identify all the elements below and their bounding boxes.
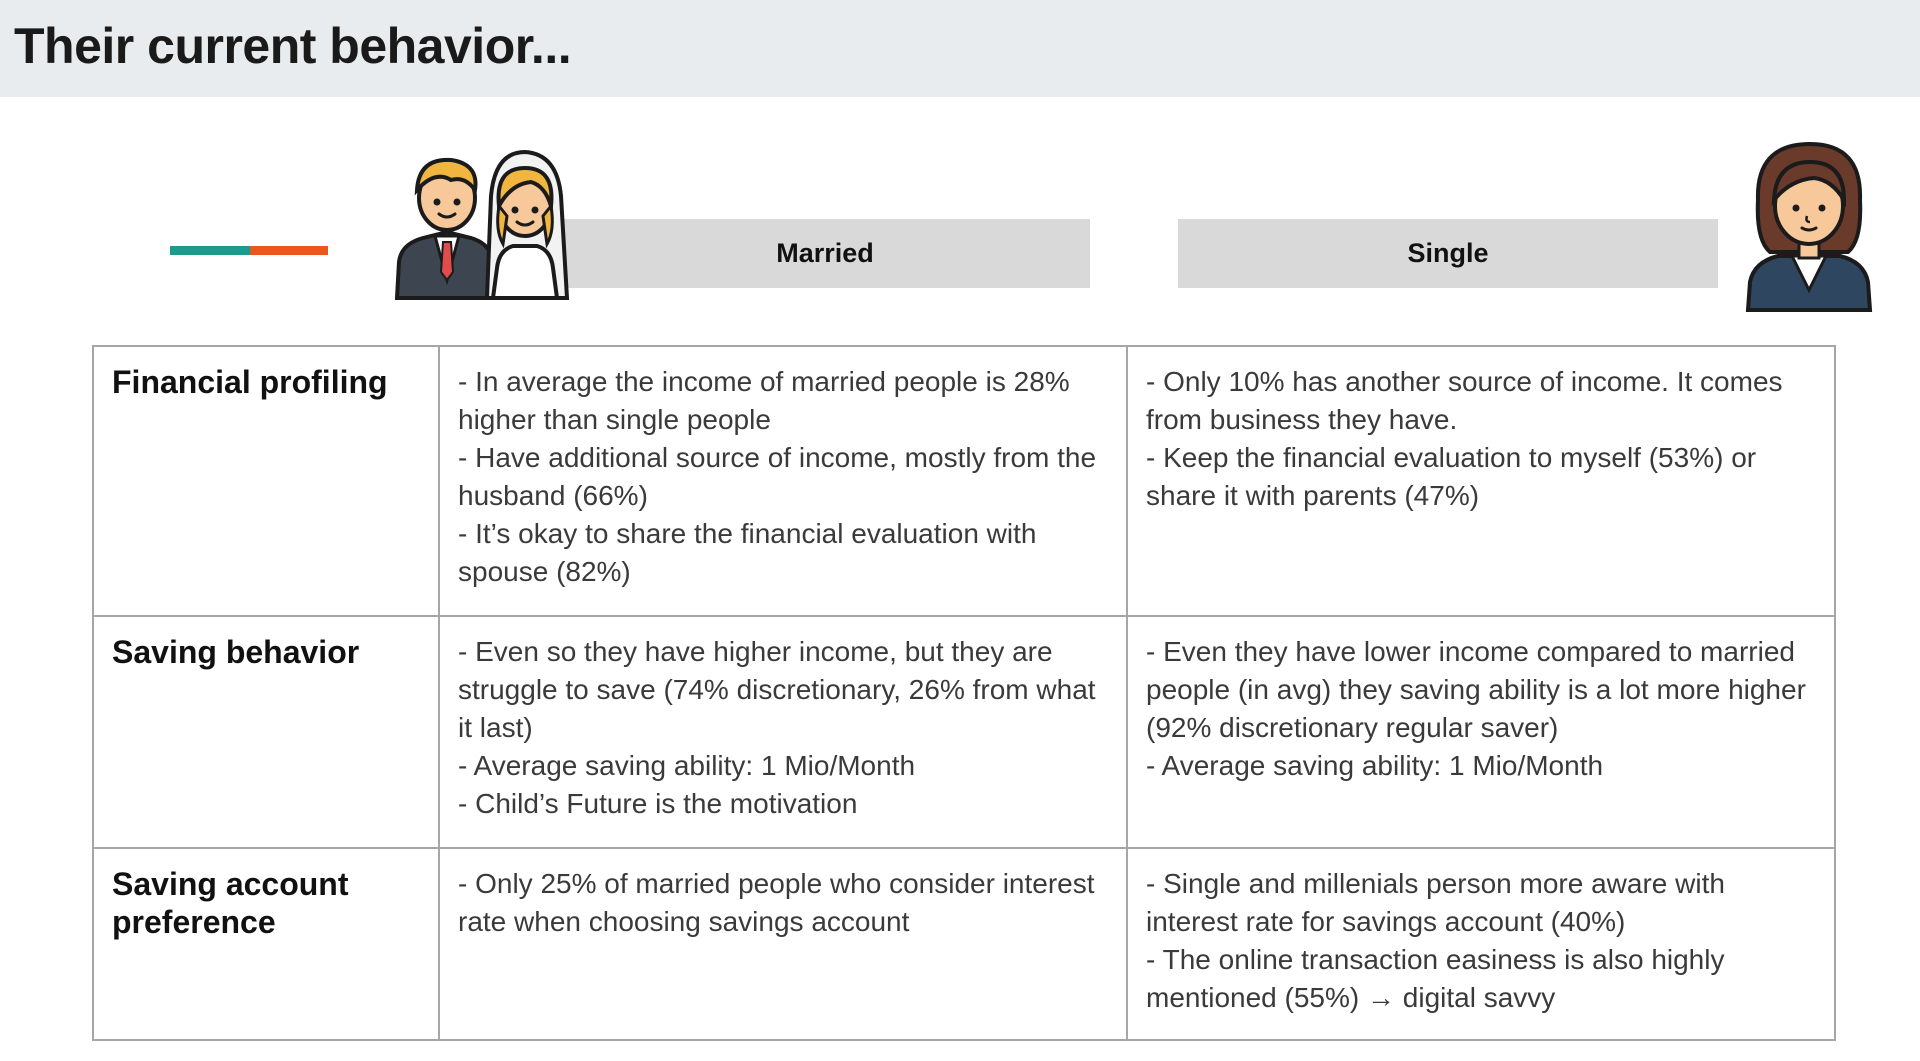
accent-teal-segment (170, 246, 250, 255)
cell-single-saving-account-preference (1127, 848, 1835, 1040)
table-row (93, 346, 1835, 616)
cell-text: - It’s okay to share the financial evaluation with spouse (82%) (458, 518, 1037, 587)
column-header-single: Single (1178, 219, 1718, 288)
woman-avatar-icon (1744, 140, 1874, 312)
behavior-table (92, 345, 1836, 1041)
cell-text: - Child’s Future is the motivation (458, 788, 858, 819)
cell-text: - In average the income of married people is 28% higher than single people (458, 366, 1070, 435)
cell-single-saving-behavior (1127, 616, 1835, 848)
page-title: Their current behavior... (14, 18, 572, 74)
row-label-saving-account-preference: Saving account preference (93, 848, 439, 1040)
accent-orange-segment (250, 246, 328, 255)
bride-and-groom-icon (395, 150, 571, 300)
cell-text: - Only 25% of married people who consider interest rate when choosing savings account (458, 868, 1095, 937)
row-label-financial-profiling: Financial profiling (93, 346, 439, 616)
cell-married-saving-behavior (439, 616, 1127, 848)
cell-married-saving-account-preference (439, 848, 1127, 1040)
row-label-saving-behavior: Saving behavior (93, 616, 439, 848)
accent-line (170, 246, 328, 255)
cell-text: - Average saving ability: 1 Mio/Month (458, 750, 916, 781)
cell-text: - Even so they have higher income, but they are struggle to save (74% discretionary, 26% from what it last) (458, 636, 1096, 743)
cell-text: - Average saving ability: 1 Mio/Month (1146, 750, 1604, 781)
cell-text: - Only 10% has another source of income. It comes from business they have. (1146, 366, 1783, 435)
table-row (93, 616, 1835, 848)
title-bar (0, 0, 1920, 97)
cell-text: - Even they have lower income compared to married people (in avg) they saving ability is a lot more higher (92% discretionary regular saver) (1146, 636, 1806, 743)
cell-married-financial-profiling (439, 346, 1127, 616)
column-header-married: Married (560, 219, 1090, 288)
cell-text: - The online transaction easiness is also highly mentioned (55%) → digital savvy (1146, 944, 1725, 1013)
table-row (93, 848, 1835, 1040)
cell-text: - Single and millenials person more aware with interest rate for savings account (40%) (1146, 868, 1725, 937)
cell-single-financial-profiling (1127, 346, 1835, 616)
cell-text: - Have additional source of income, mostly from the husband (66%) (458, 442, 1097, 511)
cell-text: - Keep the financial evaluation to myself (53%) or share it with parents (47%) (1146, 442, 1757, 511)
